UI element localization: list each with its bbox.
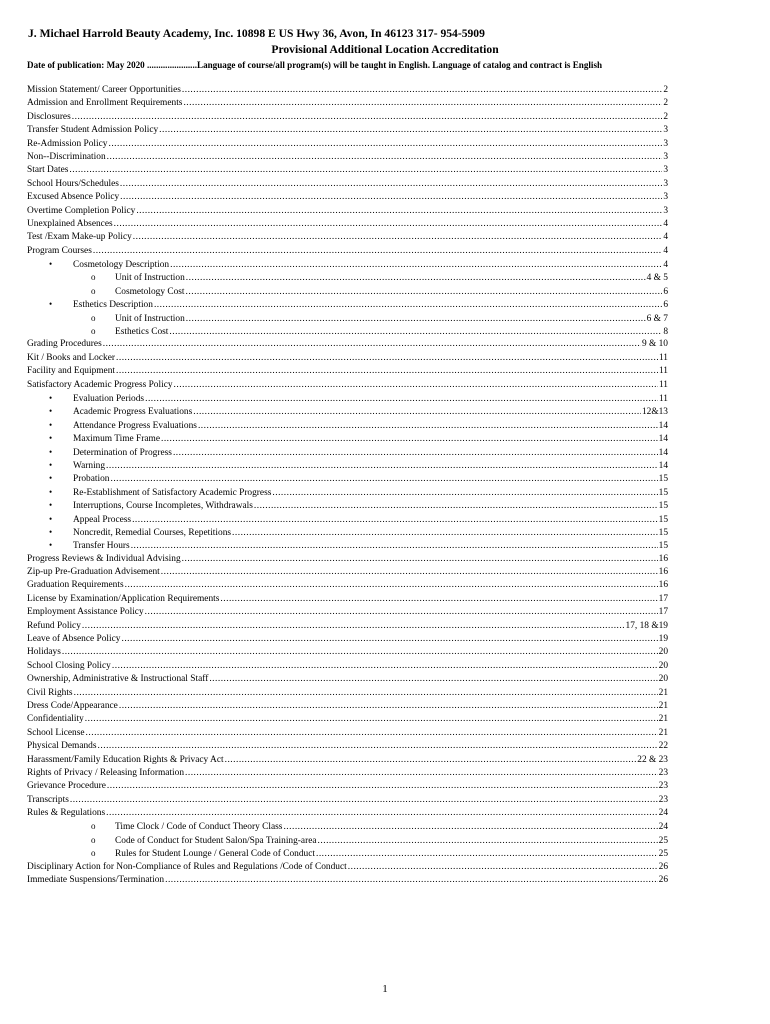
toc-entry-page: 4 <box>663 245 668 256</box>
dot-leader <box>120 178 662 191</box>
toc-entry-page: 24 <box>658 822 668 833</box>
dot-leader <box>193 406 641 418</box>
dot-leader <box>125 579 658 592</box>
bullet-icon: • <box>49 540 53 551</box>
toc-entry <box>27 727 669 740</box>
toc-entry <box>27 553 669 566</box>
dot-leader <box>145 606 658 619</box>
dot-leader <box>232 527 658 539</box>
dot-leader <box>107 780 658 793</box>
bullet-icon: • <box>49 526 53 537</box>
dot-leader <box>169 326 662 338</box>
toc-entry-label: Grievance Procedure <box>27 781 106 792</box>
toc-entry <box>27 245 669 258</box>
dot-leader <box>316 848 658 860</box>
toc-entry <box>27 352 669 365</box>
toc-entry <box>27 633 669 646</box>
toc-entry-page: 14 <box>658 434 668 445</box>
dot-leader <box>107 151 663 164</box>
toc-entry <box>27 874 669 887</box>
toc-entry-page: 23 <box>658 781 668 792</box>
toc-entry <box>27 539 669 552</box>
dot-leader <box>120 191 662 204</box>
toc-entry <box>27 379 669 392</box>
toc-entry-page: 11 <box>658 366 668 377</box>
toc-entry-label: Ownership, Administrative & Instructional Staff <box>27 674 209 685</box>
toc-entry-label: Overtime Completion Policy <box>27 205 136 216</box>
dot-leader <box>186 313 646 325</box>
toc-entry <box>27 767 669 780</box>
toc-entry-label: Admission and Enrollment Requirements <box>27 98 183 109</box>
toc-entry <box>27 178 669 191</box>
toc-entry-page: 6 <box>663 300 668 311</box>
toc-entry <box>27 646 669 659</box>
toc-entry-label: Cosmetology Cost <box>115 286 185 297</box>
toc-entry <box>27 325 669 338</box>
toc-entry-label: Employment Assistance Policy <box>27 607 144 618</box>
toc-entry-label: Progress Reviews & Individual Advising <box>27 553 181 564</box>
toc-entry <box>27 84 669 97</box>
toc-entry <box>27 138 669 151</box>
toc-entry <box>27 446 669 459</box>
dot-leader <box>348 861 658 874</box>
dot-leader <box>114 218 663 231</box>
toc-entry <box>27 673 669 686</box>
dot-leader <box>86 727 658 740</box>
dot-leader <box>186 286 663 298</box>
toc-entry-label: Appeal Process <box>73 514 132 525</box>
bullet-icon: • <box>49 259 53 270</box>
toc-entry-label: Immediate Suspensions/Termination <box>27 875 165 886</box>
toc-entry-page: 4 <box>663 218 668 229</box>
toc-entry-label: Disciplinary Action for Non-Compliance of Rules and Regulations /Code of Conduct <box>27 861 347 872</box>
dot-leader <box>225 754 637 767</box>
toc-entry <box>27 820 669 833</box>
toc-entry <box>27 780 669 793</box>
toc-entry-page: 2 <box>663 111 668 122</box>
dot-leader <box>116 352 658 365</box>
toc-entry-label: Mission Statement/ Career Opportunities <box>27 85 181 95</box>
toc-entry-label: Grading Procedures <box>27 339 102 350</box>
dot-leader <box>220 593 657 606</box>
toc-entry-label: Time Clock / Code of Conduct Theory Class <box>115 822 283 833</box>
dot-leader <box>154 299 662 311</box>
dot-leader <box>74 687 658 700</box>
toc-entry-label: Harassment/Family Education Rights & Privacy Act <box>27 754 224 765</box>
toc-entry-page: 12&13 <box>641 407 668 418</box>
toc-entry-page: 20 <box>658 660 668 671</box>
dot-leader <box>121 633 657 646</box>
dot-leader <box>272 487 657 499</box>
toc-entry <box>27 392 669 405</box>
toc-entry-label: Graduation Requirements <box>27 580 124 591</box>
toc-entry-page: 8 <box>663 327 668 338</box>
toc-entry-page: 14 <box>658 447 668 458</box>
toc-entry-label: Unit of Instruction <box>115 313 185 324</box>
dot-leader <box>106 460 658 472</box>
toc-entry-page: 15 <box>658 474 668 485</box>
toc-entry <box>27 205 669 218</box>
toc-entry-page: 14 <box>658 460 668 471</box>
toc-entry-page: 14 <box>658 420 668 431</box>
circle-bullet-icon: o <box>91 821 96 832</box>
dot-leader <box>82 620 625 633</box>
toc-entry-page: 15 <box>658 541 668 552</box>
toc-entry-label: Transcripts <box>27 794 69 805</box>
bullet-icon: • <box>49 500 53 511</box>
toc-entry-label: Excused Absence Policy <box>27 192 120 203</box>
toc-entry-label: Facility and Equipment <box>27 366 116 377</box>
dot-leader <box>182 84 662 97</box>
toc-entry <box>27 700 669 713</box>
dot-leader <box>145 393 658 405</box>
toc-entry-label: Rules for Student Lounge / General Code of Conduct <box>115 849 315 860</box>
dot-leader <box>173 447 658 459</box>
toc-entry-page: 21 <box>658 687 668 698</box>
toc-entry-page: 23 <box>658 767 668 778</box>
toc-entry <box>27 258 669 271</box>
toc-entry-page: 2 <box>663 98 668 109</box>
toc-entry <box>27 740 669 753</box>
dot-leader <box>112 660 658 673</box>
toc-entry <box>27 620 669 633</box>
accreditation-subtitle: Provisional Additional Location Accreditation <box>271 43 499 56</box>
toc-entry <box>27 847 669 860</box>
dot-leader <box>283 821 657 833</box>
toc-entry-label: Rights of Privacy / Releasing Information <box>27 767 185 778</box>
toc-entry <box>27 459 669 472</box>
toc-entry-page: 21 <box>658 714 668 725</box>
dot-leader <box>69 164 662 177</box>
toc-entry-page: 16 <box>658 567 668 578</box>
toc-entry-label: Dress Code/Appearance <box>27 700 118 711</box>
toc-entry-label: Start Dates <box>27 165 69 176</box>
toc-entry <box>27 486 669 499</box>
toc-entry-label: Satisfactory Academic Progress Policy <box>27 379 173 390</box>
toc-entry-label: Attendance Progress Evaluations <box>73 420 197 431</box>
toc-entry <box>27 405 669 418</box>
bullet-icon: • <box>49 446 53 457</box>
dot-leader <box>183 97 662 110</box>
dot-leader <box>85 713 658 726</box>
toc-entry-label: Leave of Absence Policy <box>27 634 121 645</box>
toc-entry-page: 2 <box>663 85 668 95</box>
toc-entry <box>27 472 669 485</box>
toc-entry-page: 15 <box>658 514 668 525</box>
toc-entry-label: Non--Discrimination <box>27 151 106 162</box>
toc-entry-page: 19 <box>658 634 668 645</box>
toc-entry-label: Unit of Instruction <box>115 273 185 284</box>
toc-entry-label: Probation <box>73 474 110 485</box>
bullet-icon: • <box>49 473 53 484</box>
bullet-icon: • <box>49 513 53 524</box>
toc-entry-page: 20 <box>658 674 668 685</box>
toc-entry-page: 3 <box>663 178 668 189</box>
toc-entry <box>27 285 669 298</box>
dot-leader <box>185 767 658 780</box>
toc-entry-label: Confidentiality <box>27 714 84 725</box>
dot-leader <box>318 835 658 847</box>
toc-entry <box>27 365 669 378</box>
toc-entry-page: 3 <box>663 138 668 149</box>
toc-entry-label: Esthetics Description <box>73 300 153 311</box>
toc-entry-page: 3 <box>663 125 668 136</box>
toc-entry <box>27 298 669 311</box>
toc-entry-page: 3 <box>663 151 668 162</box>
toc-entry <box>27 579 669 592</box>
toc-entry-page: 4 <box>663 260 668 271</box>
toc-entry-label: Warning <box>73 460 106 471</box>
dot-leader <box>106 807 658 820</box>
toc-entry-page: 21 <box>658 727 668 738</box>
dot-leader <box>165 874 658 887</box>
toc-entry-label: Zip-up Pre-Graduation Advisement <box>27 567 160 578</box>
dot-leader <box>159 124 662 137</box>
dot-leader <box>119 700 658 713</box>
toc-entry-page: 3 <box>663 192 668 203</box>
toc-entry <box>27 151 669 164</box>
toc-entry-page: 25 <box>658 835 668 846</box>
toc-entry-label: Rules & Regulations <box>27 808 106 819</box>
toc-entry <box>27 419 669 432</box>
toc-entry <box>27 499 669 512</box>
toc-entry-label: Maximum Time Frame <box>73 434 160 445</box>
dot-leader <box>70 794 658 807</box>
dot-leader <box>161 433 658 445</box>
toc-entry-label: Re-Establishment of Satisfactory Academic Progress <box>73 487 272 498</box>
toc-entry <box>27 794 669 807</box>
bullet-icon: • <box>49 486 53 497</box>
dot-leader <box>186 272 646 284</box>
toc-entry-label: Holidays <box>27 647 61 658</box>
toc-entry-label: Transfer Hours <box>73 541 130 552</box>
bullet-icon: • <box>49 459 53 470</box>
toc-entry-label: Kit / Books and Locker <box>27 352 116 363</box>
toc-entry-page: 11 <box>658 393 668 404</box>
toc-entry <box>27 754 669 767</box>
toc-entry-label: Re-Admission Policy <box>27 138 108 149</box>
circle-bullet-icon: o <box>91 848 96 859</box>
toc-entry-page: 17, 18 &19 <box>625 620 668 631</box>
dot-leader <box>133 231 663 244</box>
toc-entry <box>27 191 669 204</box>
toc-entry <box>27 271 669 284</box>
bullet-icon: • <box>49 433 53 444</box>
toc-entry-label: School Hours/Schedules <box>27 178 119 189</box>
bullet-icon: • <box>49 299 53 310</box>
publication-note: Date of publication: May 2020 ......................Language of course/all program(s) will be taught in English. Language of catalog and contract is English <box>27 60 603 70</box>
dot-leader <box>131 540 658 552</box>
toc-entry <box>27 164 669 177</box>
toc-entry <box>27 660 669 673</box>
toc-entry-label: Test /Exam Make-up Policy <box>27 232 132 243</box>
toc-entry-page: 26 <box>658 861 668 872</box>
dot-leader <box>103 338 641 351</box>
dot-leader <box>98 740 658 753</box>
toc-entry <box>27 432 669 445</box>
toc-entry-page: 25 <box>658 849 668 860</box>
toc-entry-page: 6 <box>663 286 668 297</box>
toc-entry-label: Academic Progress Evaluations <box>73 407 193 418</box>
toc-entry-page: 17 <box>658 607 668 618</box>
toc-entry-page: 4 & 5 <box>646 273 668 284</box>
toc-entry-label: Unexplained Absences <box>27 218 113 229</box>
toc-entry-page: 9 & 10 <box>641 339 668 350</box>
toc-entry-page: 21 <box>658 700 668 711</box>
toc-entry-page: 11 <box>658 379 668 390</box>
dot-leader <box>116 365 658 378</box>
dot-leader <box>170 259 662 271</box>
toc-entry-page: 15 <box>658 487 668 498</box>
dot-leader <box>209 673 657 686</box>
circle-bullet-icon: o <box>91 285 96 296</box>
dot-leader <box>132 514 658 526</box>
school-title: J. Michael Harrold Beauty Academy, Inc. 10898 E US Hwy 36, Avon, In 46123 317- 954-5909 <box>28 27 485 40</box>
dot-leader <box>136 205 662 218</box>
dot-leader <box>72 111 663 124</box>
page-number: 1 <box>382 983 388 995</box>
toc-entry <box>27 834 669 847</box>
toc-entry-label: School Closing Policy <box>27 660 111 671</box>
toc-entry-label: Code of Conduct for Student Salon/Spa Training-area <box>115 835 317 846</box>
toc-entry-label: Cosmetology Description <box>73 260 170 271</box>
toc-entry-page: 6 & 7 <box>646 313 668 324</box>
toc-entry-page: 26 <box>658 875 668 886</box>
toc-entry <box>27 312 669 325</box>
toc-entry <box>27 566 669 579</box>
toc-entry-page: 20 <box>658 647 668 658</box>
bullet-icon: • <box>49 419 53 430</box>
toc-entry-page: 24 <box>658 808 668 819</box>
circle-bullet-icon: o <box>91 272 96 283</box>
toc-entry-page: 23 <box>658 794 668 805</box>
dot-leader <box>110 473 657 485</box>
toc-entry <box>27 97 669 110</box>
toc-entry <box>27 526 669 539</box>
toc-entry <box>27 218 669 231</box>
toc-entry <box>27 593 669 606</box>
dot-leader <box>254 500 658 512</box>
table-of-contents <box>27 84 669 887</box>
toc-entry-label: School License <box>27 727 85 738</box>
toc-entry-page: 22 <box>658 741 668 752</box>
toc-entry-label: License by Examination/Application Requirements <box>27 593 220 604</box>
toc-entry <box>27 807 669 820</box>
toc-entry-page: 4 <box>663 232 668 243</box>
toc-entry-page: 17 <box>658 593 668 604</box>
toc-entry <box>27 606 669 619</box>
toc-entry-label: Evaluation Periods <box>73 393 145 404</box>
toc-entry-label: Esthetics Cost <box>115 327 169 338</box>
toc-entry-page: 22 & 23 <box>637 754 668 765</box>
toc-entry-label: Physical Demands <box>27 741 97 752</box>
toc-entry <box>27 513 669 526</box>
toc-entry <box>27 124 669 137</box>
dot-leader <box>62 646 658 659</box>
toc-entry-page: 15 <box>658 501 668 512</box>
toc-entry-label: Disclosures <box>27 111 71 122</box>
circle-bullet-icon: o <box>91 326 96 337</box>
circle-bullet-icon: o <box>91 834 96 845</box>
toc-entry-label: Interruptions, Course Incompletes, Withdrawals <box>73 501 253 512</box>
toc-entry <box>27 687 669 700</box>
toc-entry <box>27 111 669 124</box>
toc-entry-label: Transfer Student Admission Policy <box>27 125 159 136</box>
toc-entry-page: 11 <box>658 352 668 363</box>
toc-entry-label: Noncredit, Remedial Courses, Repetitions <box>73 527 232 538</box>
toc-entry-page: 3 <box>663 205 668 216</box>
toc-entry <box>27 713 669 726</box>
toc-entry-label: Determination of Progress <box>73 447 172 458</box>
document-header <box>0 27 770 71</box>
toc-entry-page: 16 <box>658 553 668 564</box>
toc-entry-label: Civil Rights <box>27 687 73 698</box>
toc-entry <box>27 231 669 244</box>
toc-entry <box>27 861 669 874</box>
toc-entry-page: 3 <box>663 165 668 176</box>
toc-entry-label: Program Courses <box>27 245 92 256</box>
toc-entry <box>27 338 669 351</box>
dot-leader <box>108 138 662 151</box>
circle-bullet-icon: o <box>91 312 96 323</box>
dot-leader <box>182 553 658 566</box>
dot-leader <box>161 566 658 579</box>
toc-entry-label: Refund Policy <box>27 620 81 631</box>
dot-leader <box>198 420 658 432</box>
bullet-icon: • <box>49 406 53 417</box>
dot-leader <box>93 245 662 258</box>
toc-entry-page: 16 <box>658 580 668 591</box>
toc-entry-page: 15 <box>658 527 668 538</box>
dot-leader <box>174 379 658 392</box>
bullet-icon: • <box>49 392 53 403</box>
